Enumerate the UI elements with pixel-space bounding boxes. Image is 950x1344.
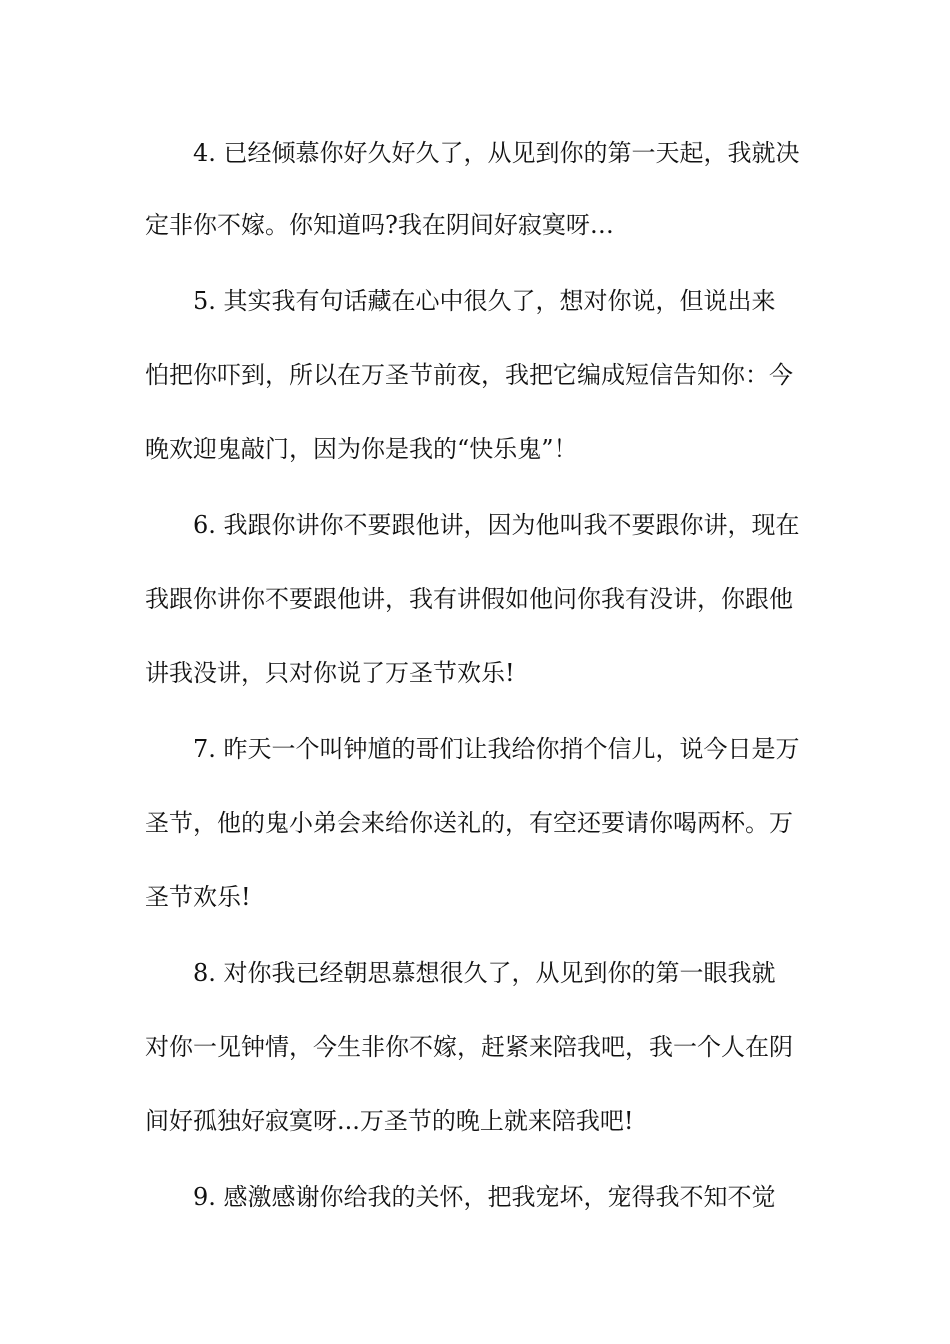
- paragraph-9-line-1: 9. 感激感谢你给我的关怀，把我宠坏，宠得我不知不觉: [193, 1183, 776, 1211]
- paragraph-8-line-2: 对你一见钟情，今生非你不嫁，赶紧来陪我吧，我一个人在阴: [145, 1033, 793, 1061]
- paragraph-6-line-3: 讲我没讲，只对你说了万圣节欢乐!: [145, 659, 515, 687]
- paragraph-7-line-2: 圣节，他的鬼小弟会来给你送礼的，有空还要请你喝两杯。万: [145, 809, 793, 837]
- paragraph-4-line-1: 4. 已经倾慕你好久好久了，从见到你的第一天起，我就决: [193, 139, 800, 167]
- paragraph-5-line-3: 晚欢迎鬼敲门，因为你是我的“快乐鬼”！: [145, 435, 578, 463]
- paragraph-5-line-2: 怕把你吓到，所以在万圣节前夜，我把它编成短信告知你：今: [145, 361, 793, 389]
- paragraph-8-line-1: 8. 对你我已经朝思慕想很久了，从见到你的第一眼我就: [193, 959, 776, 987]
- paragraph-8-line-3: 间好孤独好寂寞呀...万圣节的晚上就来陪我吧!: [145, 1107, 634, 1135]
- paragraph-7-line-1: 7. 昨天一个叫钟馗的哥们让我给你捎个信儿，说今日是万: [193, 735, 800, 763]
- paragraph-6-line-1: 6. 我跟你讲你不要跟他讲，因为他叫我不要跟你讲，现在: [193, 511, 800, 539]
- paragraph-7-line-3: 圣节欢乐!: [145, 883, 251, 911]
- paragraph-6-line-2: 我跟你讲你不要跟他讲，我有讲假如他问你我有没讲，你跟他: [145, 585, 793, 613]
- paragraph-5-line-1: 5. 其实我有句话藏在心中很久了，想对你说，但说出来: [193, 287, 776, 315]
- paragraph-4-line-2: 定非你不嫁。你知道吗?我在阴间好寂寞呀…: [145, 211, 614, 239]
